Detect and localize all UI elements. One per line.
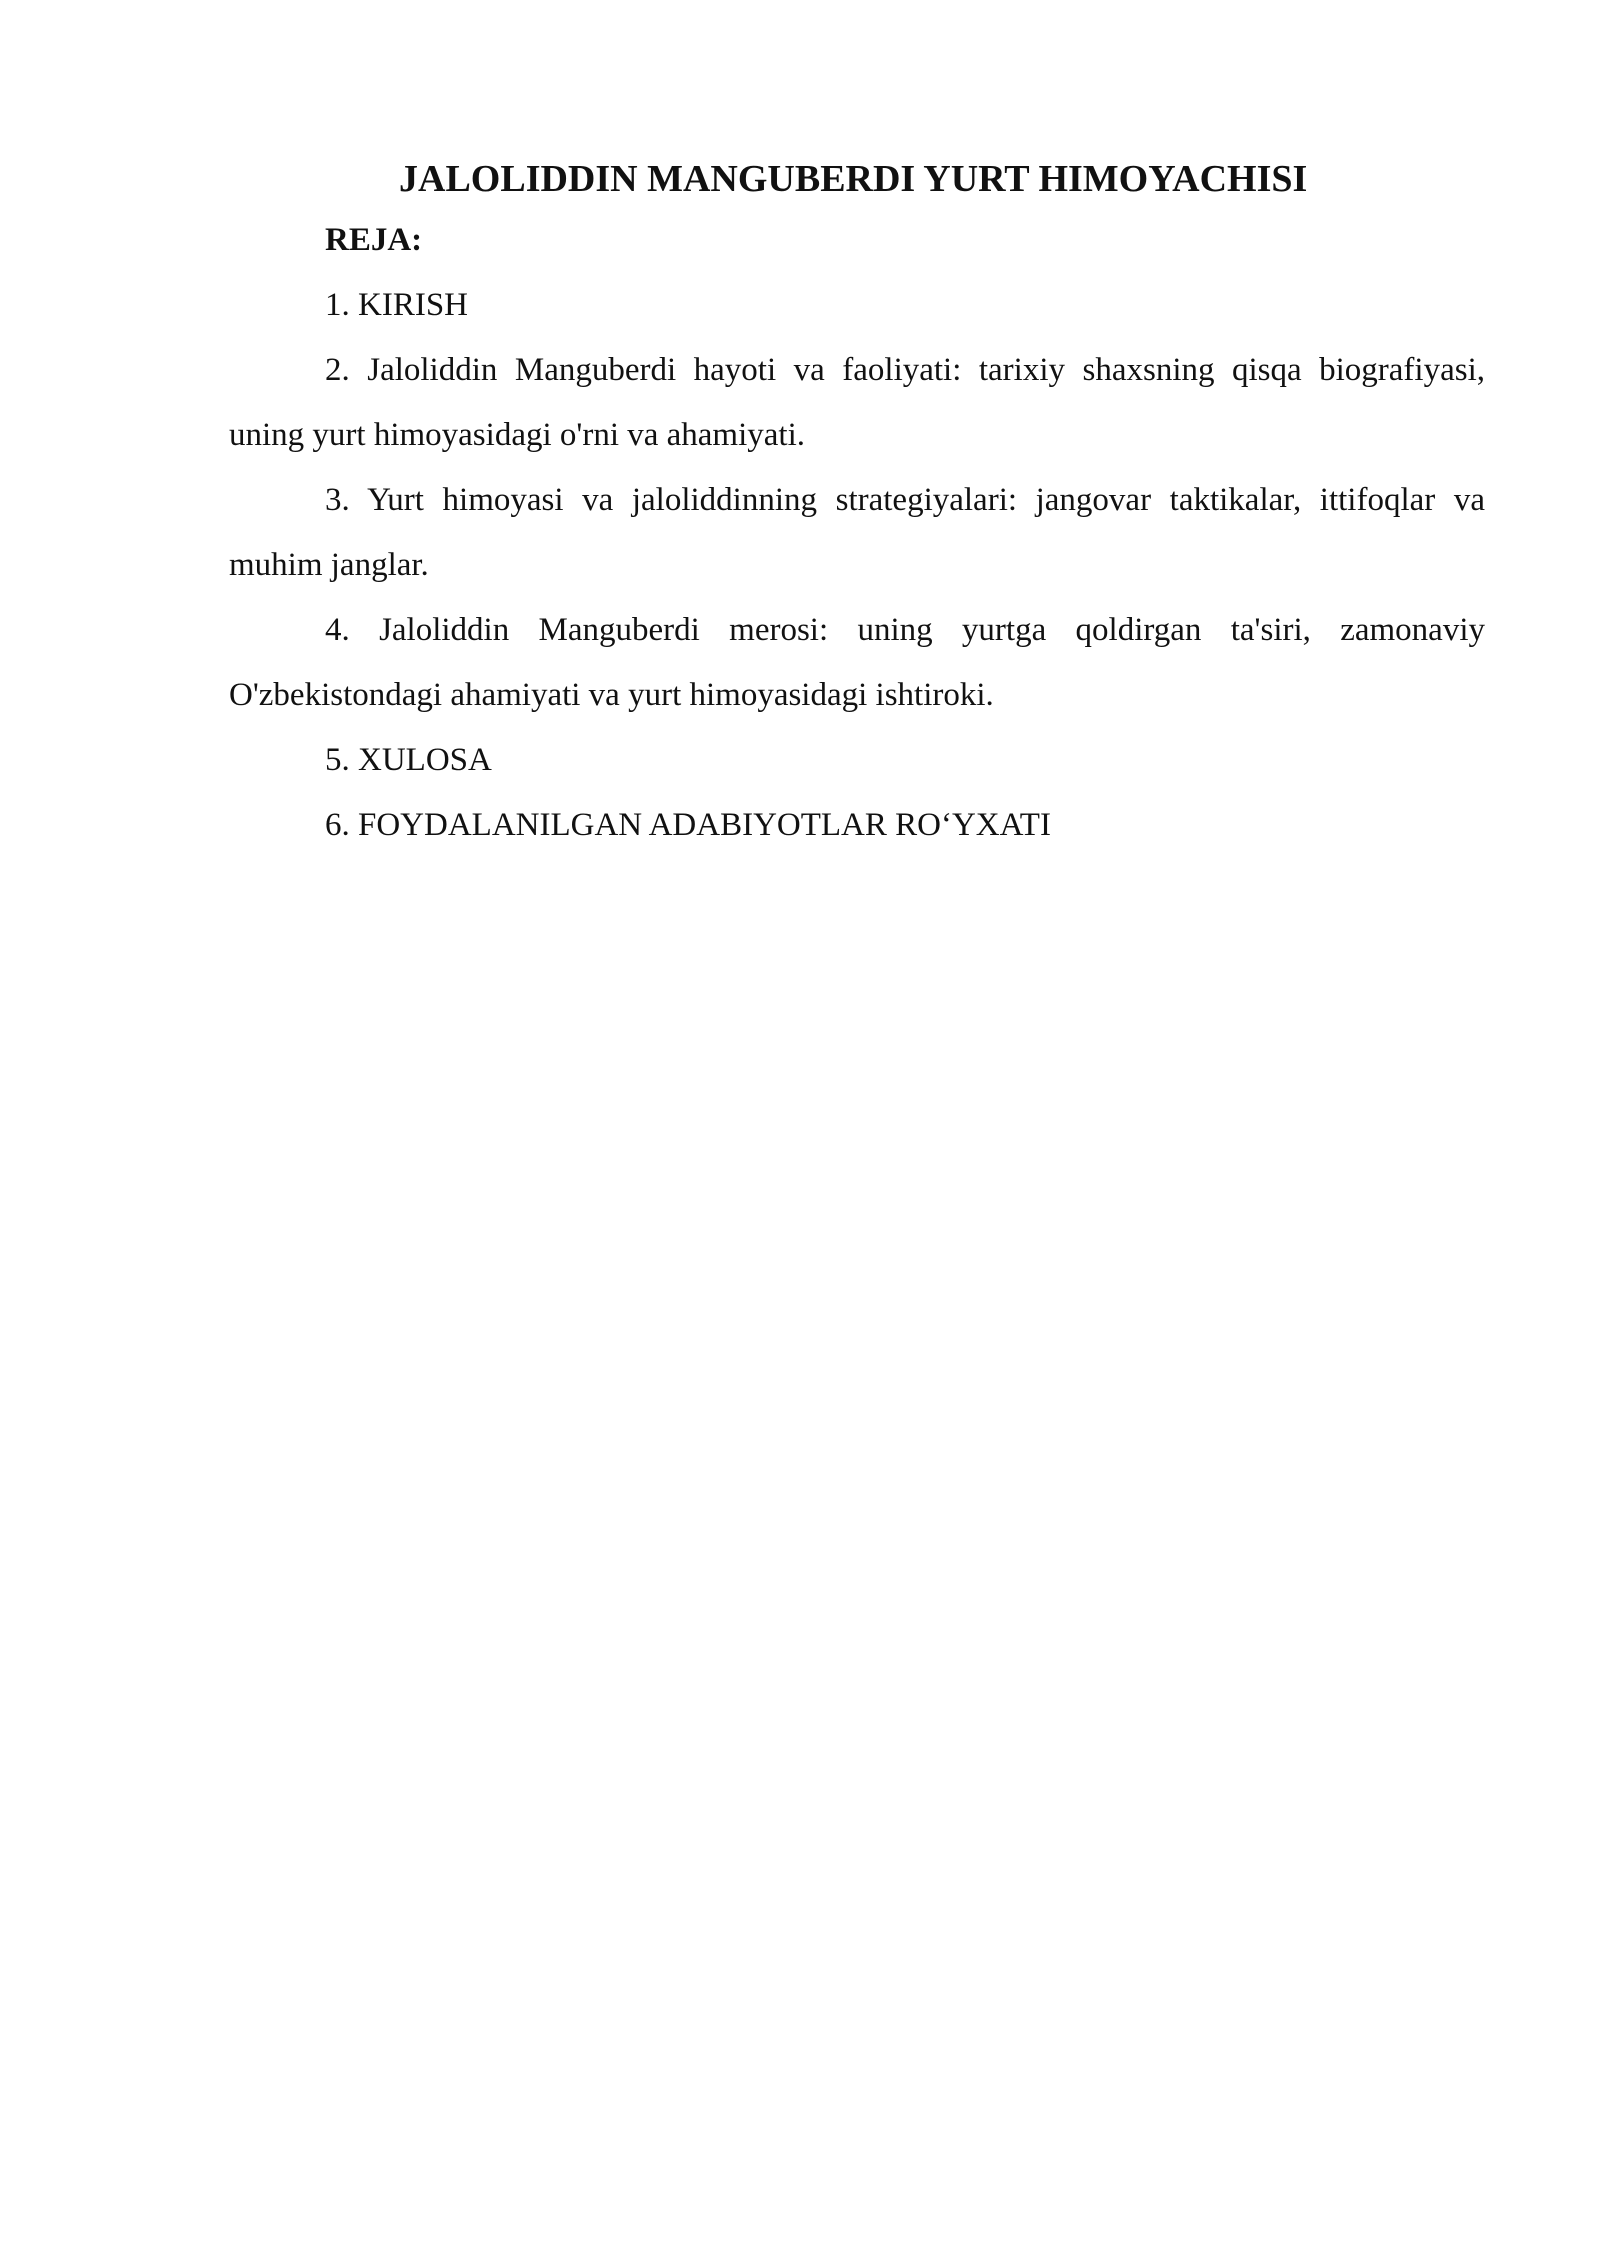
plan-item-legacy: 4. Jaloliddin Manguberdi merosi: uning yurtga qoldirgan ta'siri, zamonaviy O'zbekistondagi ahamiyati va yurt himoyasidagi ishtiroki. <box>229 612 1485 713</box>
plan-item-conclusion: 5. XULOSA <box>325 742 492 778</box>
plan-item-life-and-activity: 2. Jaloliddin Manguberdi hayoti va faoliyati: tarixiy shaxsning qisqa biografiyasi, uning yurt himoyasidagi o'rni va ahamiyati. <box>229 352 1485 453</box>
plan-heading: REJA: <box>325 222 423 258</box>
document-title: JALOLIDDIN MANGUBERDI YURT HIMOYACHISI <box>399 158 1308 200</box>
plan-item-strategies: 3. Yurt himoyasi va jaloliddinning strategiyalari: jangovar taktikalar, ittifoqlar va muhim janglar. <box>229 482 1485 583</box>
plan-item-introduction: 1. KIRISH <box>325 287 469 323</box>
plan-item-references: 6. FOYDALANILGAN ADABIYOTLAR RO‘YXATI <box>325 807 1051 843</box>
document-body <box>229 150 1485 858</box>
